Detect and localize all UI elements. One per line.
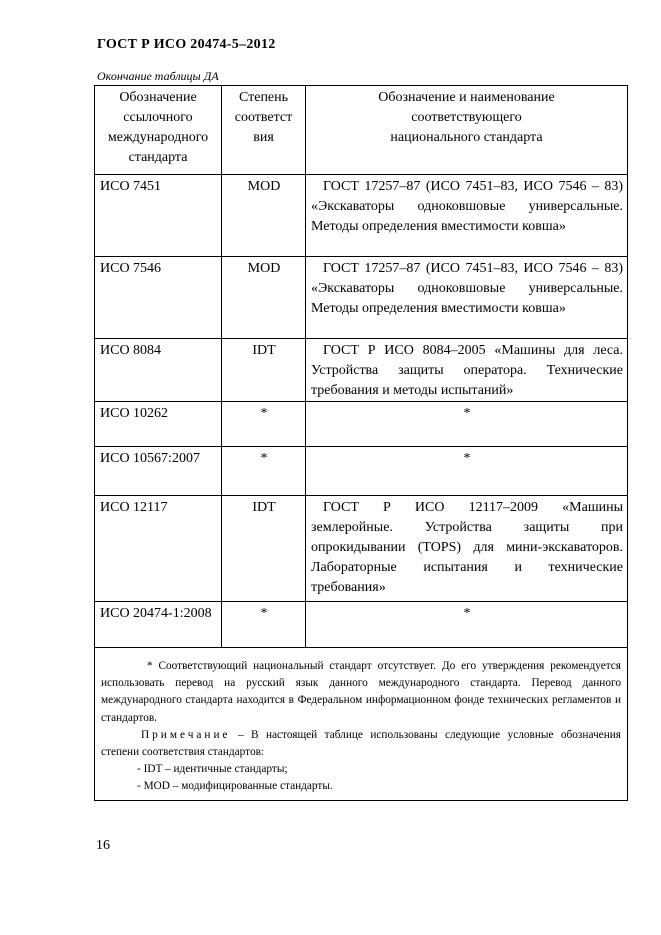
- header-national-standard: [306, 86, 628, 175]
- cell-degree: MOD: [222, 257, 306, 339]
- note-text: – В настоящей таблице использованы следующие условные обозначения степени соответствия стандартов:: [101, 728, 621, 759]
- notes-row: [95, 648, 628, 801]
- header-line: Обозначение и наименование: [378, 90, 555, 105]
- national-text: ГОСТ 17257–87 (ИСО 7451–83, ИСО 7546 – 83) «Экскаваторы одноковшовые универсальные. Методы определения вместимости ковша»: [311, 179, 623, 234]
- cell-degree: *: [222, 402, 306, 447]
- national-text: ГОСТ Р ИСО 8084–2005 «Машины для леса. Устройства защиты оператора. Технические требования и методы испытаний»: [311, 343, 623, 398]
- header-line: вия: [253, 130, 274, 145]
- page-number: 16: [96, 838, 110, 853]
- table-caption: Окончание таблицы ДА: [97, 69, 219, 83]
- table-header-row: [95, 86, 628, 175]
- header-international-standard: [95, 86, 222, 175]
- cell-national: *: [306, 602, 628, 648]
- national-text: ГОСТ 17257–87 (ИСО 7451–83, ИСО 7546 – 83) «Экскаваторы одноковшовые универсальные. Методы определения вместимости ковша»: [311, 261, 623, 316]
- header-line: Степень: [238, 90, 289, 105]
- header-line: соответст: [234, 110, 293, 125]
- cell-intl: ИСО 7546: [95, 257, 222, 339]
- cell-national: [306, 175, 628, 257]
- header-degree: [222, 86, 306, 175]
- table-row: [95, 339, 628, 402]
- note-list-item: - MOD – модифицированные стандарты.: [137, 780, 333, 793]
- note-label: Примечание: [141, 728, 231, 741]
- cell-degree: MOD: [222, 175, 306, 257]
- table-row: [95, 602, 628, 648]
- table-row: [95, 496, 628, 602]
- cell-intl: ИСО 12117: [95, 496, 222, 602]
- cell-intl: ИСО 7451: [95, 175, 222, 257]
- cell-degree: *: [222, 447, 306, 496]
- national-text: ГОСТ Р ИСО 12117–2009 «Машины землеройные. Устройства защиты при опрокидывании (TOPS) для мини-экскаваторов. Лабораторные испытания и технические требования»: [311, 500, 623, 595]
- note-list-item: - IDT – идентичные стандарты;: [137, 763, 288, 776]
- cell-national: *: [306, 402, 628, 447]
- note-paragraph: [101, 727, 621, 761]
- table-row: [95, 447, 628, 496]
- cell-intl: ИСО 8084: [95, 339, 222, 402]
- cell-national: *: [306, 447, 628, 496]
- cell-degree: IDT: [222, 339, 306, 402]
- header-line: стандарта: [128, 150, 188, 165]
- table-row: [95, 257, 628, 339]
- header-line: соответствующего: [411, 110, 522, 125]
- cell-national: [306, 496, 628, 602]
- correspondence-table: [94, 85, 628, 801]
- cell-national: [306, 339, 628, 402]
- header-line: ссылочного: [123, 110, 193, 125]
- cell-degree: IDT: [222, 496, 306, 602]
- cell-national: [306, 257, 628, 339]
- document-code: ГОСТ Р ИСО 20474-5–2012: [97, 37, 276, 52]
- header-line: Обозначение: [119, 90, 197, 105]
- table-row: [95, 175, 628, 257]
- header-line: международного: [107, 130, 209, 145]
- footnote: * Соответствующий национальный стандарт отсутствует. До его утверждения рекомендуется использовать перевод на русский язык данного международного стандарта. Перевод данного международного стандарта находится в Федеральном информационном фонде технических регламентов и стандартов.: [101, 660, 621, 724]
- cell-degree: *: [222, 602, 306, 648]
- cell-intl: ИСО 20474-1:2008: [95, 602, 222, 648]
- header-line: национального стандарта: [390, 130, 543, 145]
- table-row: [95, 402, 628, 447]
- notes-cell: [95, 648, 628, 801]
- cell-intl: ИСО 10567:2007: [95, 447, 222, 496]
- cell-intl: ИСО 10262: [95, 402, 222, 447]
